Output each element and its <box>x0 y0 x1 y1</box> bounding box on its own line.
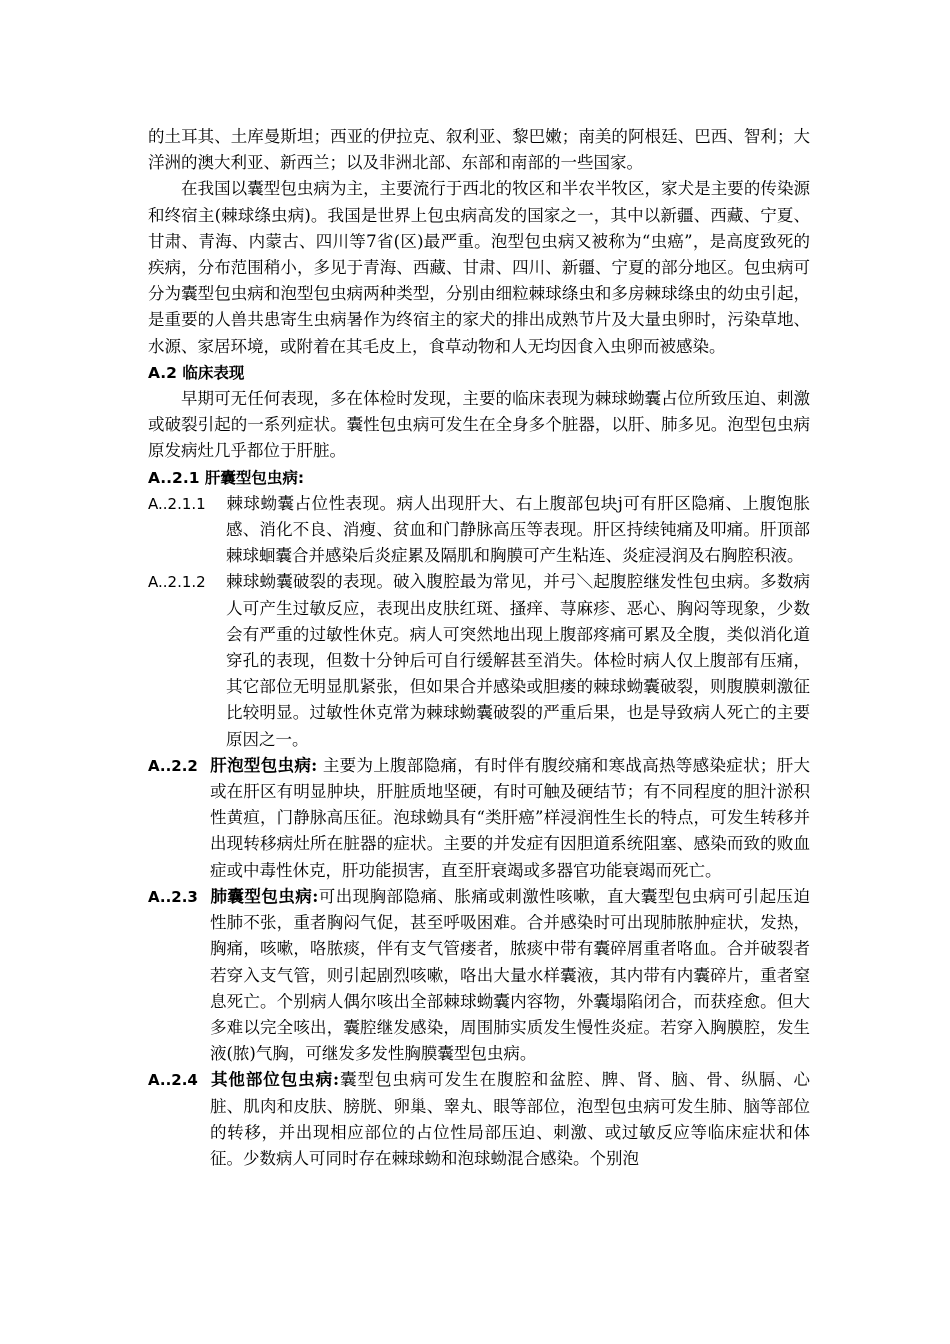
subsection-heading-liver-cystic: A..2.1 肝囊型包虫病: <box>148 468 305 487</box>
document-body <box>148 124 810 1172</box>
item-a2-2 <box>148 753 810 884</box>
paragraph-china-epidemiology: 在我国以囊型包虫病为主，主要流行于西北的牧区和半农半牧区，家犬是主要的传染源和终宿主(棘球绦虫病)。我国是世界上包虫病高发的国家之一，其中以新疆、西藏、宁夏、甘肃、青海、内蒙古、四川等7省(区)最严重。泡型包虫病又被称为“虫癌”，是高度致死的疾病，分布范围稍小，多见于青海、西藏、甘肃、四川、新疆、宁夏的部分地区。包虫病可分为囊型包虫病和泡型包虫病两种类型，分别由细粒棘球绦虫和多房棘球绦虫的幼虫引起，是重要的人兽共患寄生虫病暑作为终宿主的家犬的排出成熟节片及大量虫卵时，污染草地、水源、家居环境，或附着在其毛皮上，食草动物和人无均因食入虫卵而被感染。 <box>148 179 810 356</box>
item-a2-1-1 <box>148 491 810 570</box>
item-text: 囊型包虫病可发生在腹腔和盆腔、脾、肾、脑、骨、纵膈、心脏、肌肉和皮肤、膀胱、卵巢、睾丸、眼等部位，泡型包虫病可发生肺、脑等部位的转移，并出现相应部位的占位性局部压迫、刺激、或过敏反应等临床症状和体征。少数病人可同时存在棘球蚴和泡球蚴混合感染。个别泡 <box>210 1070 811 1168</box>
item-number: A..2.1.2 <box>148 573 206 592</box>
item-a2-3 <box>148 884 810 1067</box>
item-text: 主要为上腹部隐痛，有时伴有腹绞痛和寒战高热等感染症状；肝大或在肝区有明显肿块，肝脏质地坚硬，有时可触及硬结节；有不同程度的胆汁淤积性黄疸，门静脉高压征。泡球蚴具有“类肝癌”样浸润性生长的特点，可发生转移并出现转移病灶所在脏器的症状。主要的并发症有因胆道系统阻塞、感染而致的败血症或中毒性休克，肝功能损害，直至肝衰竭或多器官功能衰竭而死亡。 <box>210 755 811 880</box>
item-number: A..2.1.1 <box>148 494 206 513</box>
section-heading-clinical: A.2 临床表现 <box>148 363 245 382</box>
item-text: 棘球蚴囊占位性表现。病人出现肝大、右上腹部包块j可有肝区隐痛、上腹饱胀感、消化不良、消瘦、贫血和门静脉高压等表现。肝区持续钝痛及叩痛。肝顶部棘球蛔囊合并感染后炎症累及隔肌和胸膜可产生粘连、炎症浸润及右胸腔积液。 <box>226 493 810 566</box>
item-title: 肝泡型包虫病: <box>210 755 318 775</box>
item-text: 棘球蚴囊破裂的表现。破入腹腔最为常见，并弓＼起腹腔继发性包虫病。多数病人可产生过敏反应，表现出皮肤红斑、搔痒、荨麻疹、恶心、胸闷等现象，少数会有严重的过敏性休克。病人可突然地出现上腹部疼痛可累及全腹，类似消化道穿孔的表现，但数十分钟后可自行缓解甚至消失。体检时病人仅上腹部有压痛，其它部位无明显肌紧张，但如果合并感染或胆瘘的棘球蚴囊破裂，则腹膜刺激征比较明显。过敏性休克常为棘球蚴囊破裂的严重后果，也是导致病人死亡的主要原因之一。 <box>226 572 810 749</box>
item-number: A..2.2 <box>148 756 198 775</box>
paragraph-intro-continuation: 的土耳其、土库曼斯坦；西亚的伊拉克、叙利亚、黎巴嫩；南美的阿根廷、巴西、智利；大洋洲的澳大利亚、新西兰；以及非洲北部、东部和南部的一些国家。 <box>148 127 810 173</box>
item-title: 其他部位包虫病: <box>210 1070 340 1090</box>
item-a2-4 <box>148 1067 810 1172</box>
item-number: A..2.4 <box>148 1071 198 1090</box>
item-a2-1-2 <box>148 569 810 752</box>
item-text: 可出现胸部隐痛、胀痛或刺激性咳嗽，直大囊型包虫病可引起压迫性肺不张，重者胸闷气促，甚至呼吸困难。合并感染时可出现肺脓肿症状，发热，胸痛，咳嗽，咯脓痰，伴有支气管瘘者，脓痰中带有囊碎屑重者咯血。合并破裂者若穿入支气管，则引起剧烈咳嗽，咯出大量水样囊液，其内带有内囊碎片，重者窒息死亡。个别病人偶尔咳出全部棘球蚴囊内容物，外囊塌陷闭合，而获痊愈。但大多难以完全咳出，囊腔继发感染，周围肺实质发生慢性炎症。若穿入胸膜腔，发生液(脓)气胸，可继发多发性胸膜囊型包虫病。 <box>210 886 810 1064</box>
item-title: 肺囊型包虫病: <box>210 886 319 906</box>
item-number: A..2.3 <box>148 887 198 906</box>
paragraph-clinical-intro: 早期可无任何表现，多在体检时发现，主要的临床表现为棘球蚴囊占位所致压迫、刺激或破裂引起的一系列症状。囊性包虫病可发生在全身多个脏器，以肝、肺多见。泡型包虫病原发病灶几乎都位于肝脏。 <box>148 389 810 461</box>
